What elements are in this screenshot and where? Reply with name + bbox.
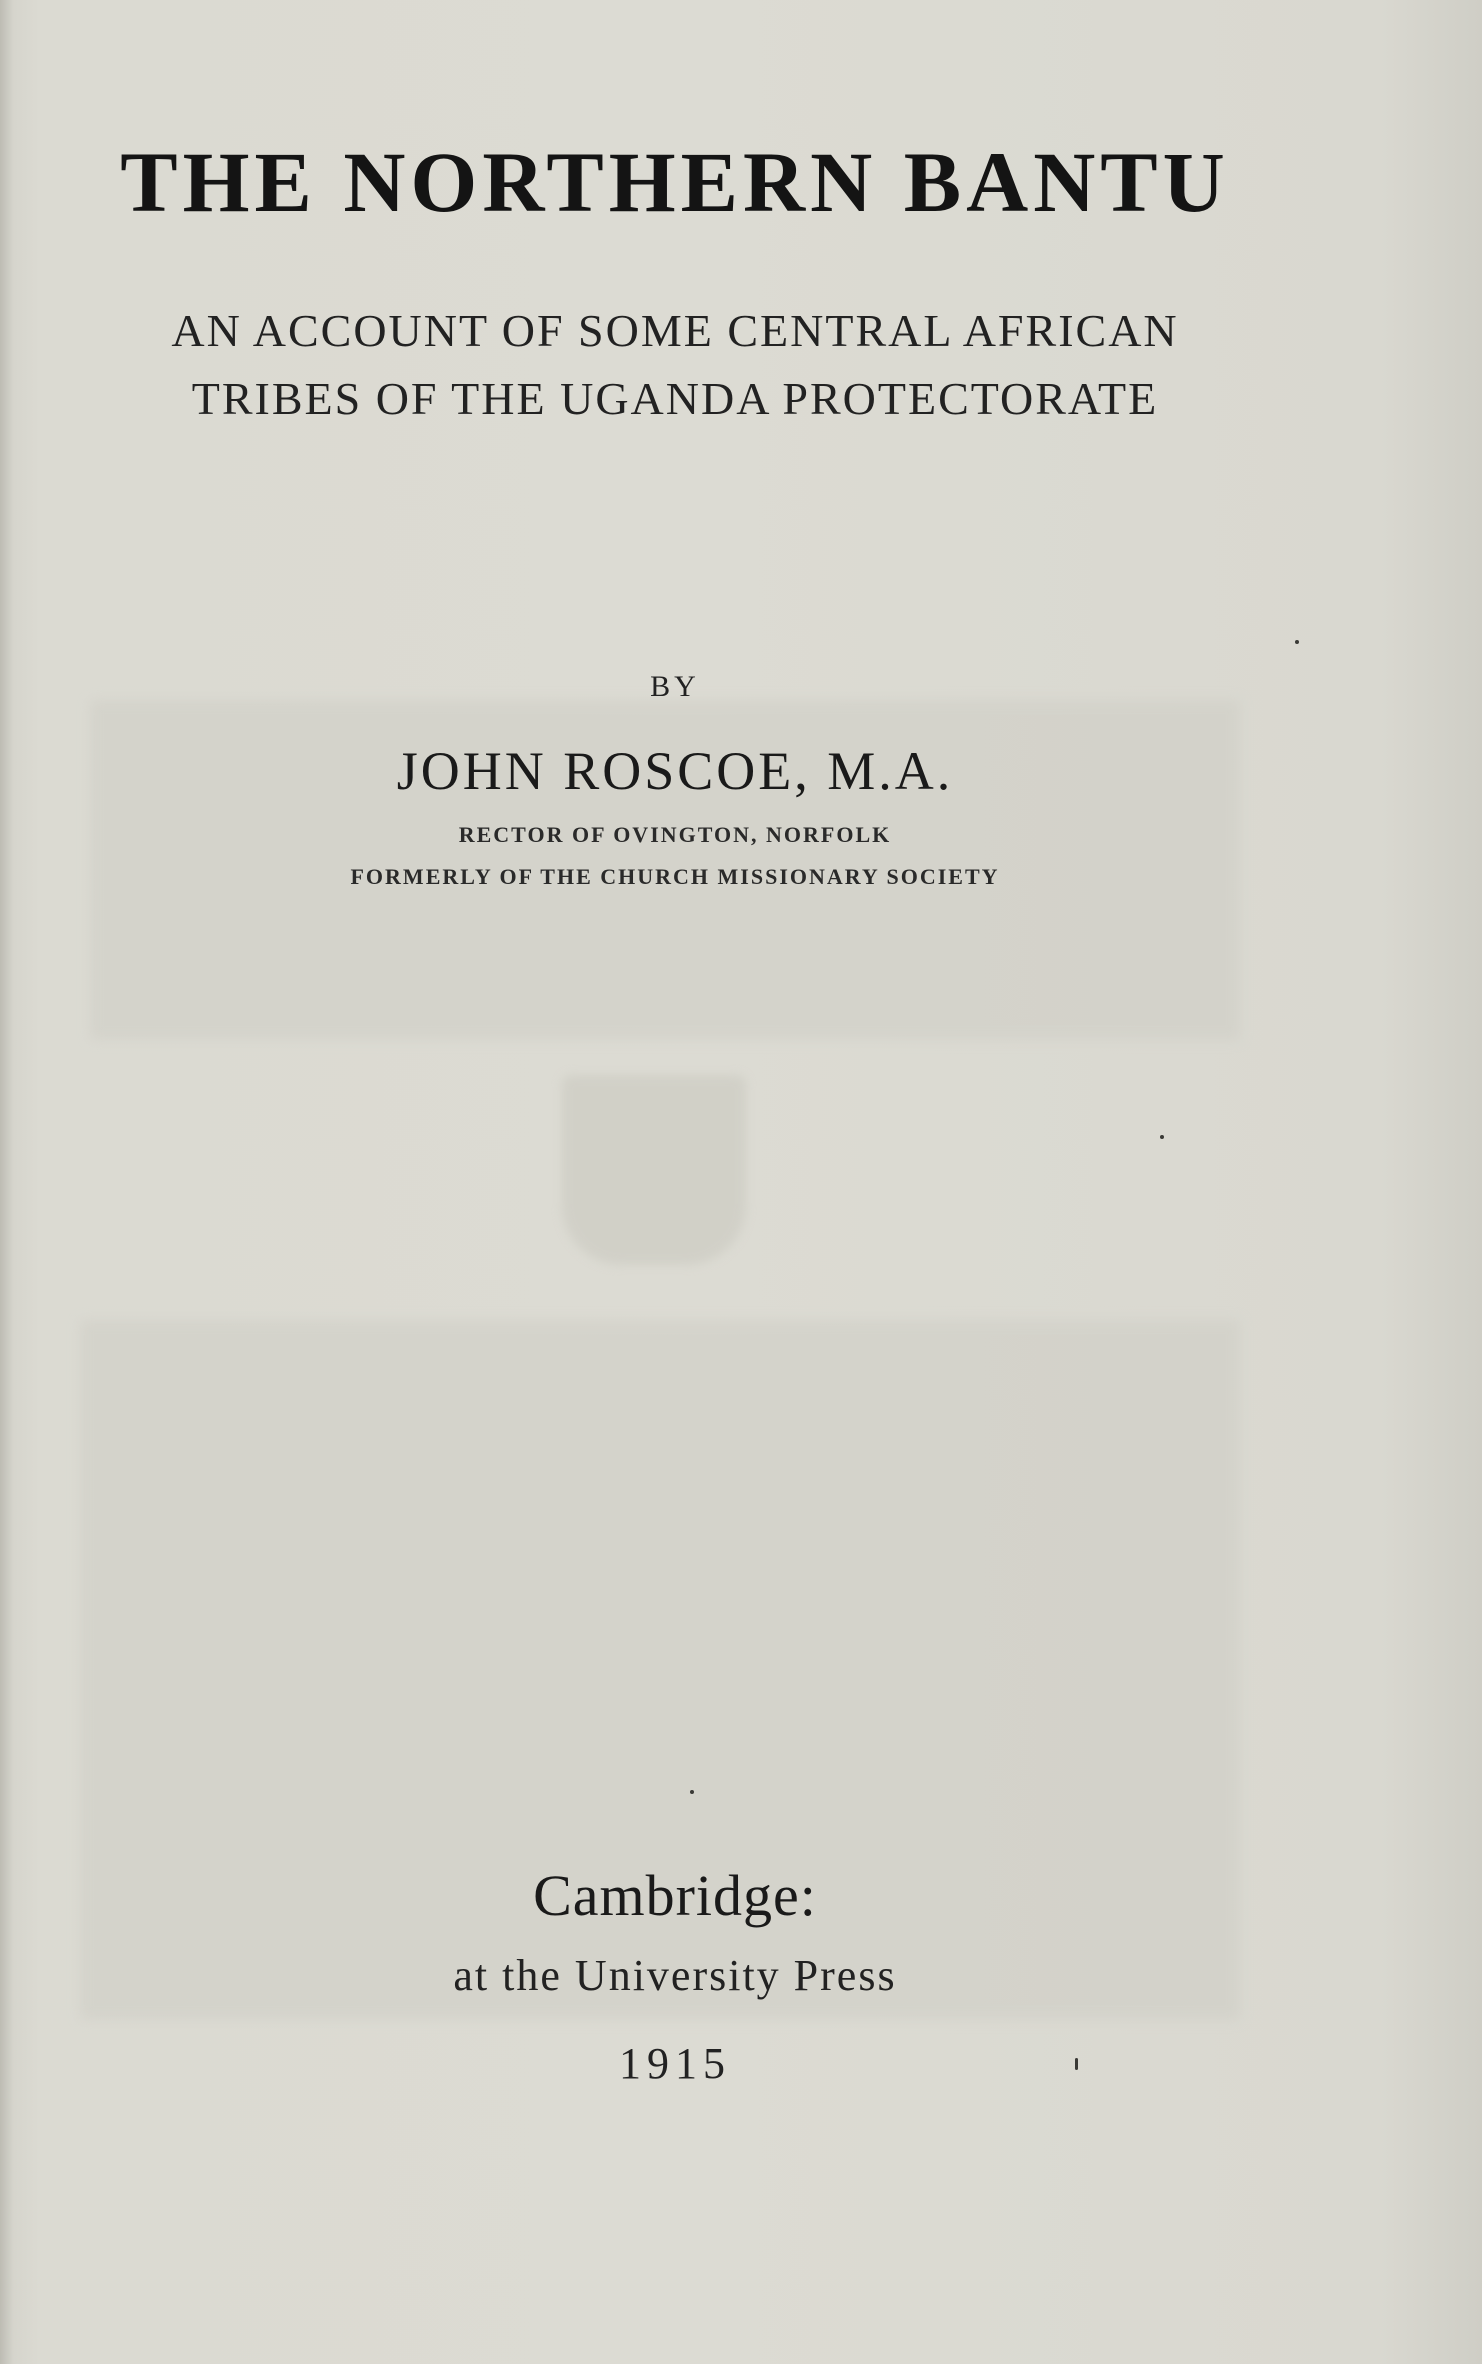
show-through-crest <box>562 1075 746 1265</box>
by-line: BY <box>650 670 700 703</box>
author-name: JOHN ROSCOE, M.A. <box>396 741 954 801</box>
paper-speck <box>1160 1135 1164 1139</box>
author-affiliation-line-1: RECTOR OF OVINGTON, NORFOLK <box>458 822 892 847</box>
book-subtitle-line-1: AN ACCOUNT OF SOME CENTRAL AFRICAN <box>171 305 1179 356</box>
paper-speck <box>1295 640 1299 644</box>
publication-place: Cambridge: <box>533 1863 817 1928</box>
publisher: at the University Press <box>453 1951 897 2000</box>
publication-year: 1915 <box>619 2039 731 2088</box>
book-title: THE NORTHERN BANTU <box>120 134 1230 230</box>
paper-speck <box>690 1790 694 1794</box>
paper-speck <box>1075 2058 1078 2070</box>
book-subtitle-line-2: TRIBES OF THE UGANDA PROTECTORATE <box>191 373 1159 424</box>
author-affiliation-line-2: FORMERLY OF THE CHURCH MISSIONARY SOCIETY <box>350 864 1000 889</box>
